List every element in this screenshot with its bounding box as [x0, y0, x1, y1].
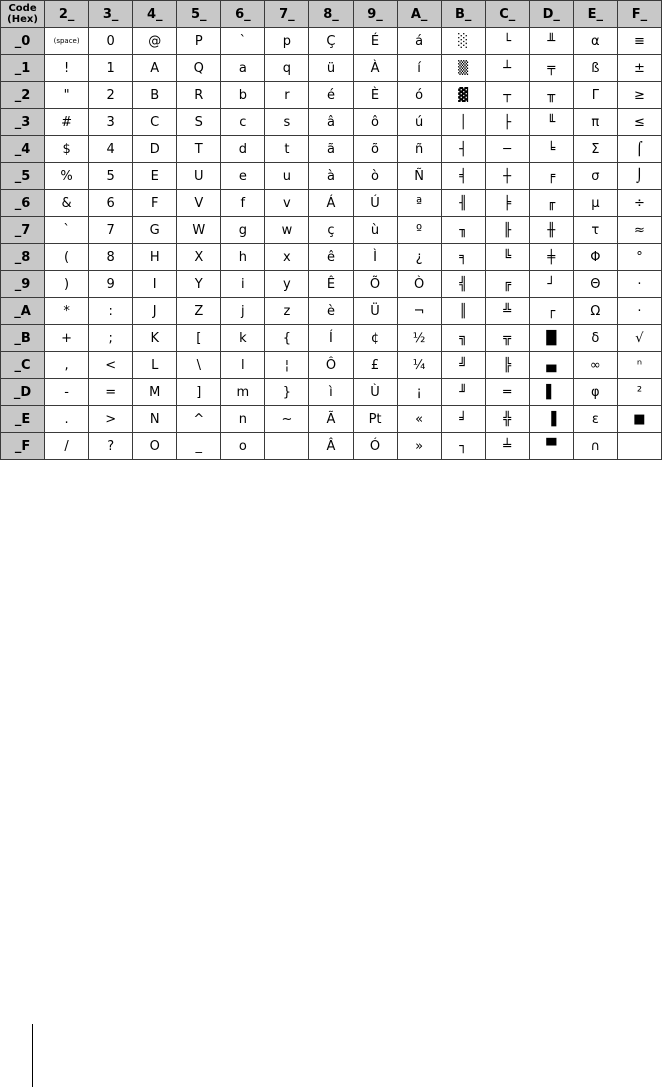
character-cell: P — [177, 28, 221, 55]
character-cell: φ — [573, 379, 617, 406]
character-cell: ┤ — [441, 136, 485, 163]
character-cell: ┬ — [485, 82, 529, 109]
character-cell: Θ — [573, 271, 617, 298]
table-row — [1, 433, 662, 460]
character-cell: ▀ — [529, 433, 573, 460]
character-cell: ╠ — [485, 352, 529, 379]
character-cell: ┌ — [529, 298, 573, 325]
table-body — [1, 28, 662, 460]
character-cell: á — [397, 28, 441, 55]
table-row — [1, 271, 662, 298]
table-row — [1, 55, 662, 82]
character-cell: ╜ — [441, 379, 485, 406]
character-cell: √ — [617, 325, 661, 352]
column-header: D_ — [529, 1, 573, 28]
character-cell: ? — [89, 433, 133, 460]
character-cell: , — [45, 352, 89, 379]
character-cell: Y — [177, 271, 221, 298]
character-cell: : — [89, 298, 133, 325]
character-cell: \ — [177, 352, 221, 379]
column-header: 2_ — [45, 1, 89, 28]
row-header: _F — [1, 433, 45, 460]
character-cell: ▌ — [529, 379, 573, 406]
character-cell: ) — [45, 271, 89, 298]
character-cell: ¦ — [265, 352, 309, 379]
character-cell: ù — [353, 217, 397, 244]
row-header: _4 — [1, 136, 45, 163]
character-cell: 7 — [89, 217, 133, 244]
character-cell: 6 — [89, 190, 133, 217]
character-cell: ã — [309, 136, 353, 163]
character-cell: 4 — [89, 136, 133, 163]
character-cell: à — [309, 163, 353, 190]
character-cell: l — [221, 352, 265, 379]
character-cell: ñ — [397, 136, 441, 163]
column-header: 8_ — [309, 1, 353, 28]
character-cell: Â — [309, 433, 353, 460]
character-cell: ç — [309, 217, 353, 244]
character-cell: ╛ — [441, 406, 485, 433]
character-cell: 9 — [89, 271, 133, 298]
character-cell: · — [617, 271, 661, 298]
character-cell: í — [397, 55, 441, 82]
character-cell: v — [265, 190, 309, 217]
character-cell: « — [397, 406, 441, 433]
character-cell: Σ — [573, 136, 617, 163]
row-header: _6 — [1, 190, 45, 217]
character-cell: ╒ — [529, 163, 573, 190]
character-cell: ╢ — [441, 190, 485, 217]
character-cell: 2 — [89, 82, 133, 109]
character-cell: ~ — [265, 406, 309, 433]
character-cell: ; — [89, 325, 133, 352]
character-cell: ` — [45, 217, 89, 244]
character-cell: 1 — [89, 55, 133, 82]
character-cell: σ — [573, 163, 617, 190]
character-cell: V — [177, 190, 221, 217]
character-cell: ≥ — [617, 82, 661, 109]
character-cell: È — [353, 82, 397, 109]
character-cell: Ç — [309, 28, 353, 55]
character-cell: ┘ — [529, 271, 573, 298]
character-cell: Ñ — [397, 163, 441, 190]
character-cell: Ó — [353, 433, 397, 460]
character-cell: ⁿ — [617, 352, 661, 379]
character-cell: ╝ — [441, 352, 485, 379]
row-header: _B — [1, 325, 45, 352]
column-header: 9_ — [353, 1, 397, 28]
table-row — [1, 82, 662, 109]
character-cell: ╧ — [485, 433, 529, 460]
character-cell: õ — [353, 136, 397, 163]
character-cell: µ — [573, 190, 617, 217]
row-header: _1 — [1, 55, 45, 82]
character-cell: j — [221, 298, 265, 325]
character-cell: ╥ — [529, 82, 573, 109]
table-row — [1, 190, 662, 217]
character-cell: δ — [573, 325, 617, 352]
character-cell: Q — [177, 55, 221, 82]
column-header: E_ — [573, 1, 617, 28]
character-cell: % — [45, 163, 89, 190]
column-header: 5_ — [177, 1, 221, 28]
character-cell: ╦ — [485, 325, 529, 352]
column-header: B_ — [441, 1, 485, 28]
character-cell — [617, 433, 661, 460]
character-cell: U — [177, 163, 221, 190]
character-cell: ε — [573, 406, 617, 433]
character-cell: " — [45, 82, 89, 109]
character-cell: < — [89, 352, 133, 379]
table-row — [1, 406, 662, 433]
character-cell: Ì — [353, 244, 397, 271]
character-cell: m — [221, 379, 265, 406]
character-cell: ╪ — [529, 244, 573, 271]
character-cell: ╬ — [485, 406, 529, 433]
character-cell: º — [397, 217, 441, 244]
character-cell: # — [45, 109, 89, 136]
character-cell: / — [45, 433, 89, 460]
character-cell: ╔ — [485, 271, 529, 298]
character-cell: ü — [309, 55, 353, 82]
character-cell: ½ — [397, 325, 441, 352]
character-cell: ¼ — [397, 352, 441, 379]
character-cell: ¬ — [397, 298, 441, 325]
character-cell: ╡ — [441, 163, 485, 190]
character-cell: L — [133, 352, 177, 379]
character-cell: Ω — [573, 298, 617, 325]
character-cell: α — [573, 28, 617, 55]
character-cell: ╓ — [529, 190, 573, 217]
character-cell: Ô — [309, 352, 353, 379]
character-cell: p — [265, 28, 309, 55]
character-cell: ▐ — [529, 406, 573, 433]
character-cell: ║ — [441, 298, 485, 325]
character-cell: q — [265, 55, 309, 82]
column-header: C_ — [485, 1, 529, 28]
character-cell: ╘ — [529, 136, 573, 163]
character-cell: ∩ — [573, 433, 617, 460]
column-header: 6_ — [221, 1, 265, 28]
character-cell: ┐ — [441, 433, 485, 460]
row-header: _7 — [1, 217, 45, 244]
column-header: 7_ — [265, 1, 309, 28]
character-cell: 0 — [89, 28, 133, 55]
character-cell: è — [309, 298, 353, 325]
character-cell: ■ — [617, 406, 661, 433]
character-cell: r — [265, 82, 309, 109]
character-cell: ª — [397, 190, 441, 217]
table-row — [1, 244, 662, 271]
character-cell: ⌡ — [617, 163, 661, 190]
character-cell: ≡ — [617, 28, 661, 55]
character-cell: Õ — [353, 271, 397, 298]
character-cell: Ã — [309, 406, 353, 433]
character-cell: W — [177, 217, 221, 244]
corner-header: Code (Hex) — [1, 1, 45, 28]
character-cell: ▄ — [529, 352, 573, 379]
character-cell: . — [45, 406, 89, 433]
character-cell: ⌠ — [617, 136, 661, 163]
character-cell: } — [265, 379, 309, 406]
character-cell: k — [221, 325, 265, 352]
character-cell: [ — [177, 325, 221, 352]
character-cell: D — [133, 136, 177, 163]
margin-rule — [32, 1024, 33, 1087]
character-cell: ╫ — [529, 217, 573, 244]
character-cell: h — [221, 244, 265, 271]
character-cell — [265, 433, 309, 460]
character-cell: n — [221, 406, 265, 433]
character-cell: G — [133, 217, 177, 244]
character-cell: ÷ — [617, 190, 661, 217]
character-cell: ┴ — [485, 55, 529, 82]
character-cell: ╨ — [529, 28, 573, 55]
character-cell: ¢ — [353, 325, 397, 352]
character-cell: Ù — [353, 379, 397, 406]
character-cell: ≤ — [617, 109, 661, 136]
row-header: _A — [1, 298, 45, 325]
character-cell: S — [177, 109, 221, 136]
row-header: _0 — [1, 28, 45, 55]
character-cell: ╤ — [529, 55, 573, 82]
character-cell: £ — [353, 352, 397, 379]
character-cell: { — [265, 325, 309, 352]
character-cell: Í — [309, 325, 353, 352]
character-cell: H — [133, 244, 177, 271]
character-cell: x — [265, 244, 309, 271]
character-cell: @ — [133, 28, 177, 55]
character-cell: Z — [177, 298, 221, 325]
column-header: 3_ — [89, 1, 133, 28]
character-cell: g — [221, 217, 265, 244]
character-cell: ╗ — [441, 325, 485, 352]
character-cell: z — [265, 298, 309, 325]
character-cell: ╟ — [485, 217, 529, 244]
character-cell: Ü — [353, 298, 397, 325]
character-cell: █ — [529, 325, 573, 352]
character-cell: > — [89, 406, 133, 433]
character-cell: O — [133, 433, 177, 460]
character-cell: ╞ — [485, 190, 529, 217]
row-header: _C — [1, 352, 45, 379]
table-row — [1, 28, 662, 55]
character-cell: ╖ — [441, 217, 485, 244]
character-cell: Ú — [353, 190, 397, 217]
row-header: _9 — [1, 271, 45, 298]
character-cell: X — [177, 244, 221, 271]
header-row — [1, 1, 662, 28]
character-cell: K — [133, 325, 177, 352]
character-cell: ^ — [177, 406, 221, 433]
character-cell: ò — [353, 163, 397, 190]
character-cell: T — [177, 136, 221, 163]
character-cell: R — [177, 82, 221, 109]
character-cell: N — [133, 406, 177, 433]
character-cell: é — [309, 82, 353, 109]
character-cell: τ — [573, 217, 617, 244]
character-cell: Pt — [353, 406, 397, 433]
character-cell: ] — [177, 379, 221, 406]
character-cell: y — [265, 271, 309, 298]
character-cell: ì — [309, 379, 353, 406]
row-header: _2 — [1, 82, 45, 109]
table-row — [1, 109, 662, 136]
character-cell: Á — [309, 190, 353, 217]
character-cell: ê — [309, 244, 353, 271]
character-cell: a — [221, 55, 265, 82]
character-cell: M — [133, 379, 177, 406]
character-cell: └ — [485, 28, 529, 55]
character-cell: * — [45, 298, 89, 325]
character-cell: 3 — [89, 109, 133, 136]
character-cell: ± — [617, 55, 661, 82]
character-cell: & — [45, 190, 89, 217]
row-header: _D — [1, 379, 45, 406]
character-cell: + — [45, 325, 89, 352]
character-cell: ▓ — [441, 82, 485, 109]
character-cell: ╙ — [529, 109, 573, 136]
character-cell: = — [89, 379, 133, 406]
column-header: A_ — [397, 1, 441, 28]
character-cell: t — [265, 136, 309, 163]
row-header: _5 — [1, 163, 45, 190]
character-cell: ² — [617, 379, 661, 406]
character-cell: ╣ — [441, 271, 485, 298]
character-cell: ú — [397, 109, 441, 136]
character-cell: b — [221, 82, 265, 109]
row-header: _3 — [1, 109, 45, 136]
character-cell: (space) — [45, 28, 89, 55]
character-cell: ß — [573, 55, 617, 82]
column-header: 4_ — [133, 1, 177, 28]
character-cell: J — [133, 298, 177, 325]
character-cell: Ò — [397, 271, 441, 298]
character-cell: s — [265, 109, 309, 136]
character-cell: À — [353, 55, 397, 82]
character-cell: Γ — [573, 82, 617, 109]
character-cell: π — [573, 109, 617, 136]
character-cell: i — [221, 271, 265, 298]
character-cell: 5 — [89, 163, 133, 190]
character-cell: c — [221, 109, 265, 136]
character-cell: ╚ — [485, 244, 529, 271]
character-cell: ! — [45, 55, 89, 82]
character-cell: _ — [177, 433, 221, 460]
column-header: F_ — [617, 1, 661, 28]
character-cell: » — [397, 433, 441, 460]
character-cell: ▒ — [441, 55, 485, 82]
character-cell: ░ — [441, 28, 485, 55]
character-cell: F — [133, 190, 177, 217]
character-cell: 8 — [89, 244, 133, 271]
character-cell: ─ — [485, 136, 529, 163]
character-cell: ô — [353, 109, 397, 136]
character-cell: w — [265, 217, 309, 244]
character-cell: ∞ — [573, 352, 617, 379]
character-cell: É — [353, 28, 397, 55]
character-cell: ` — [221, 28, 265, 55]
row-header: _8 — [1, 244, 45, 271]
character-code-table — [0, 0, 662, 460]
table-row — [1, 163, 662, 190]
table-row — [1, 379, 662, 406]
character-cell: B — [133, 82, 177, 109]
table-row — [1, 352, 662, 379]
character-cell: Ê — [309, 271, 353, 298]
table-row — [1, 298, 662, 325]
character-cell: - — [45, 379, 89, 406]
character-cell: â — [309, 109, 353, 136]
character-cell: $ — [45, 136, 89, 163]
character-cell: E — [133, 163, 177, 190]
table-row — [1, 136, 662, 163]
character-cell: ≈ — [617, 217, 661, 244]
character-cell: ╩ — [485, 298, 529, 325]
character-cell: ┼ — [485, 163, 529, 190]
character-cell: ═ — [485, 379, 529, 406]
character-cell: d — [221, 136, 265, 163]
character-cell: f — [221, 190, 265, 217]
character-cell: ├ — [485, 109, 529, 136]
table-row — [1, 217, 662, 244]
character-cell: u — [265, 163, 309, 190]
character-cell: ╕ — [441, 244, 485, 271]
table-row — [1, 325, 662, 352]
character-cell: C — [133, 109, 177, 136]
character-cell: │ — [441, 109, 485, 136]
character-cell: I — [133, 271, 177, 298]
character-cell: e — [221, 163, 265, 190]
character-cell: A — [133, 55, 177, 82]
character-cell: · — [617, 298, 661, 325]
character-cell: ° — [617, 244, 661, 271]
character-cell: ¿ — [397, 244, 441, 271]
row-header: _E — [1, 406, 45, 433]
character-cell: ( — [45, 244, 89, 271]
character-cell: ¡ — [397, 379, 441, 406]
character-cell: o — [221, 433, 265, 460]
character-cell: Φ — [573, 244, 617, 271]
character-cell: ó — [397, 82, 441, 109]
